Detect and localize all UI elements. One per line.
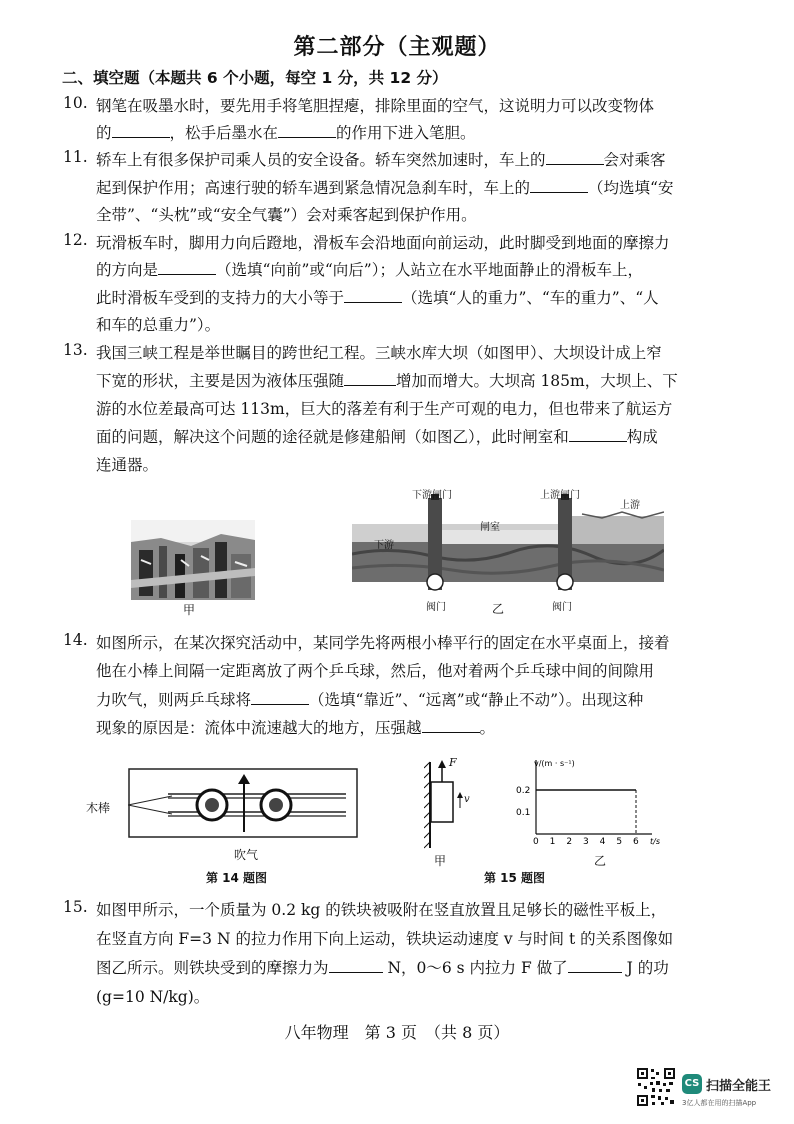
q12-text: （选填“向前”或“向后”）；人站立在水平地面静止的滑板车上， [216, 261, 643, 279]
figure-caption-14: 第 14 题图 [206, 871, 268, 885]
scanner-tagline: 3亿人都在用的扫描App [682, 1099, 757, 1107]
q14-text: （选填“靠近”、“远离”或“静止不动”）。出现这种 [309, 691, 644, 709]
y-tick-label: 0.1 [516, 808, 531, 818]
answer-blank[interactable] [546, 150, 604, 165]
label-downstream: 下游 [374, 540, 394, 551]
q10-line2 [96, 121, 476, 143]
figure-label-jia-15: 甲 [434, 854, 447, 868]
section-heading: 二、填空题（本题共 6 个小题，每空 1 分，共 12 分） [62, 69, 448, 87]
question-number: 10. [63, 94, 88, 112]
label-valve-right: 阀门 [552, 602, 572, 613]
q14-text: 。 [479, 719, 496, 737]
x-tick-label: 6 [633, 837, 639, 847]
q12-line1: 玩滑板车时，脚用力向后蹬地，滑板车会沿地面向前运动，此时脚受到地面的摩擦力 [96, 234, 670, 252]
label-valve-left: 阀门 [426, 602, 446, 613]
figure-label-yi-15: 乙 [594, 854, 607, 868]
figure-label-jia: 甲 [183, 603, 196, 617]
q13-text: 构成 [626, 428, 658, 446]
answer-blank[interactable] [112, 123, 170, 138]
label-upstream: 上游 [620, 500, 640, 511]
q12-text: （选填“人的重力”、“车的重力”、“人 [402, 289, 659, 307]
q14-line3 [96, 688, 643, 710]
label-blow: 吹气 [234, 848, 259, 862]
qr-code [636, 1067, 676, 1107]
label-velocity-v: v [464, 794, 470, 805]
x-tick-label: 2 [566, 837, 573, 847]
label-stick: 木棒 [86, 801, 111, 815]
q14-line4 [96, 716, 495, 738]
q13-line5: 连通器。 [96, 456, 159, 474]
answer-blank[interactable] [344, 371, 396, 386]
q14-line1: 如图所示，在某次探究活动中，某同学先将两根小棒平行的固定在水平桌面上，接着 [96, 634, 670, 652]
x-tick-label: 4 [599, 837, 606, 847]
q15-text: 图乙所示。则铁块受到的摩擦力为 [96, 959, 329, 977]
question-number: 15. [63, 898, 88, 916]
q13-line2 [96, 369, 678, 391]
vt-chart [504, 756, 664, 856]
figure-caption-15: 第 15 题图 [484, 871, 546, 885]
y-tick-label: 0.2 [516, 786, 531, 796]
answer-blank[interactable] [278, 123, 336, 138]
dam-photo [131, 520, 255, 600]
ping-pong-diagram [128, 768, 358, 838]
q11-text: 起到保护作用；高速行驶的轿车遇到紧急情况急刹车时，车上的 [96, 179, 531, 197]
q12-line3 [96, 286, 659, 308]
q13-text: 增加而增大。大坝高 185m，大坝上、下 [396, 372, 678, 390]
q11-text: 轿车上有很多保护司乘人员的安全设备。轿车突然加速时，车上的 [96, 151, 546, 169]
label-downstream-gate: 下游闸门 [412, 490, 452, 501]
answer-blank[interactable] [569, 427, 627, 442]
q14-text: 力吹气，则两乒乓球将 [96, 691, 252, 709]
q14-line2: 他在小棒上间隔一定距离放了两个乒乓球，然后，他对着两个乒乓球中间的间隙用 [96, 662, 655, 680]
q15-line3 [96, 956, 669, 978]
q14-text: 现象的原因是：流体中流速越大的地方，压强越 [96, 719, 422, 737]
label-chamber: 闸室 [480, 522, 500, 533]
figure-label-yi: 乙 [492, 602, 505, 616]
q15-line1: 如图甲所示，一个质量为 0.2 kg 的铁块被吸附在竖直放置且足够长的磁性平板上， [96, 901, 667, 919]
page-title: 第二部分（主观题） [293, 35, 501, 60]
answer-blank[interactable] [422, 718, 480, 733]
q13-line4 [96, 425, 658, 447]
camscanner-logo: CS [682, 1074, 702, 1094]
q15-line4: (g=10 N/kg)。 [96, 988, 210, 1006]
y-axis-label: v/(m · s⁻¹) [534, 759, 575, 768]
q12-line2 [96, 258, 643, 280]
question-number: 14. [63, 631, 88, 649]
question-number: 13. [63, 341, 88, 359]
q15-text: N，0～6 s 内拉力 F 做了 [387, 959, 568, 977]
answer-blank[interactable] [344, 288, 402, 303]
x-tick-label: 0 [533, 837, 539, 847]
q10-line1: 钢笔在吸墨水时，要先用手将笔胆捏瘪，排除里面的空气，这说明力可以改变物体 [96, 97, 655, 115]
q13-line3: 游的水位差最高可达 113m，巨大的落差有利于生产可观的电力，但也带来了航运方 [96, 400, 673, 418]
q10-text: ，松手后墨水在 [169, 124, 279, 142]
q10-text: 的 [96, 124, 112, 142]
label-force-F: F [449, 756, 457, 769]
q10-text: 的作用下进入笔胆。 [336, 124, 476, 142]
q12-text: 的方向是 [96, 261, 159, 279]
x-axis-label: t/s [650, 837, 660, 846]
answer-blank[interactable] [530, 178, 588, 193]
q11-text: （均选填“安 [588, 179, 674, 197]
q12-line4: 和车的总重力”）。 [96, 316, 221, 334]
label-upstream-gate: 上游闸门 [540, 490, 580, 501]
q15-text: J 的功 [626, 959, 669, 977]
q11-line2 [96, 176, 673, 198]
q11-line1 [96, 148, 666, 170]
x-tick-label: 1 [549, 837, 556, 847]
scanner-brand: 扫描全能王 [706, 1079, 772, 1094]
x-tick-label: 5 [616, 837, 623, 847]
ship-lock-diagram [352, 484, 664, 614]
q12-text: 此时滑板车受到的支持力的大小等于 [96, 289, 345, 307]
page-footer: 八年物理 第 3 页 （共 8 页） [284, 1023, 510, 1042]
q15-line2: 在竖直方向 F=3 N 的拉力作用下向上运动，铁块运动速度 v 与时间 t 的关系图像如 [96, 930, 674, 948]
q13-text: 下宽的形状，主要是因为液体压强随 [96, 372, 345, 390]
q11-text: 会对乘客 [603, 151, 666, 169]
answer-blank[interactable] [329, 958, 383, 973]
question-number: 11. [63, 148, 88, 166]
answer-blank[interactable] [251, 690, 309, 705]
answer-blank[interactable] [568, 958, 622, 973]
answer-blank[interactable] [158, 260, 216, 275]
q13-line1: 我国三峡工程是举世瞩目的跨世纪工程。三峡水库大坝（如图甲）、大坝设计成上窄 [96, 344, 662, 362]
q11-line3: 全带”、“头枕”或“安全气囊”）会对乘客起到保护作用。 [96, 206, 477, 224]
q13-text: 面的问题，解决这个问题的途径就是修建船闸（如图乙），此时闸室和 [96, 428, 569, 446]
x-tick-label: 3 [583, 837, 589, 847]
question-number: 12. [63, 231, 88, 249]
